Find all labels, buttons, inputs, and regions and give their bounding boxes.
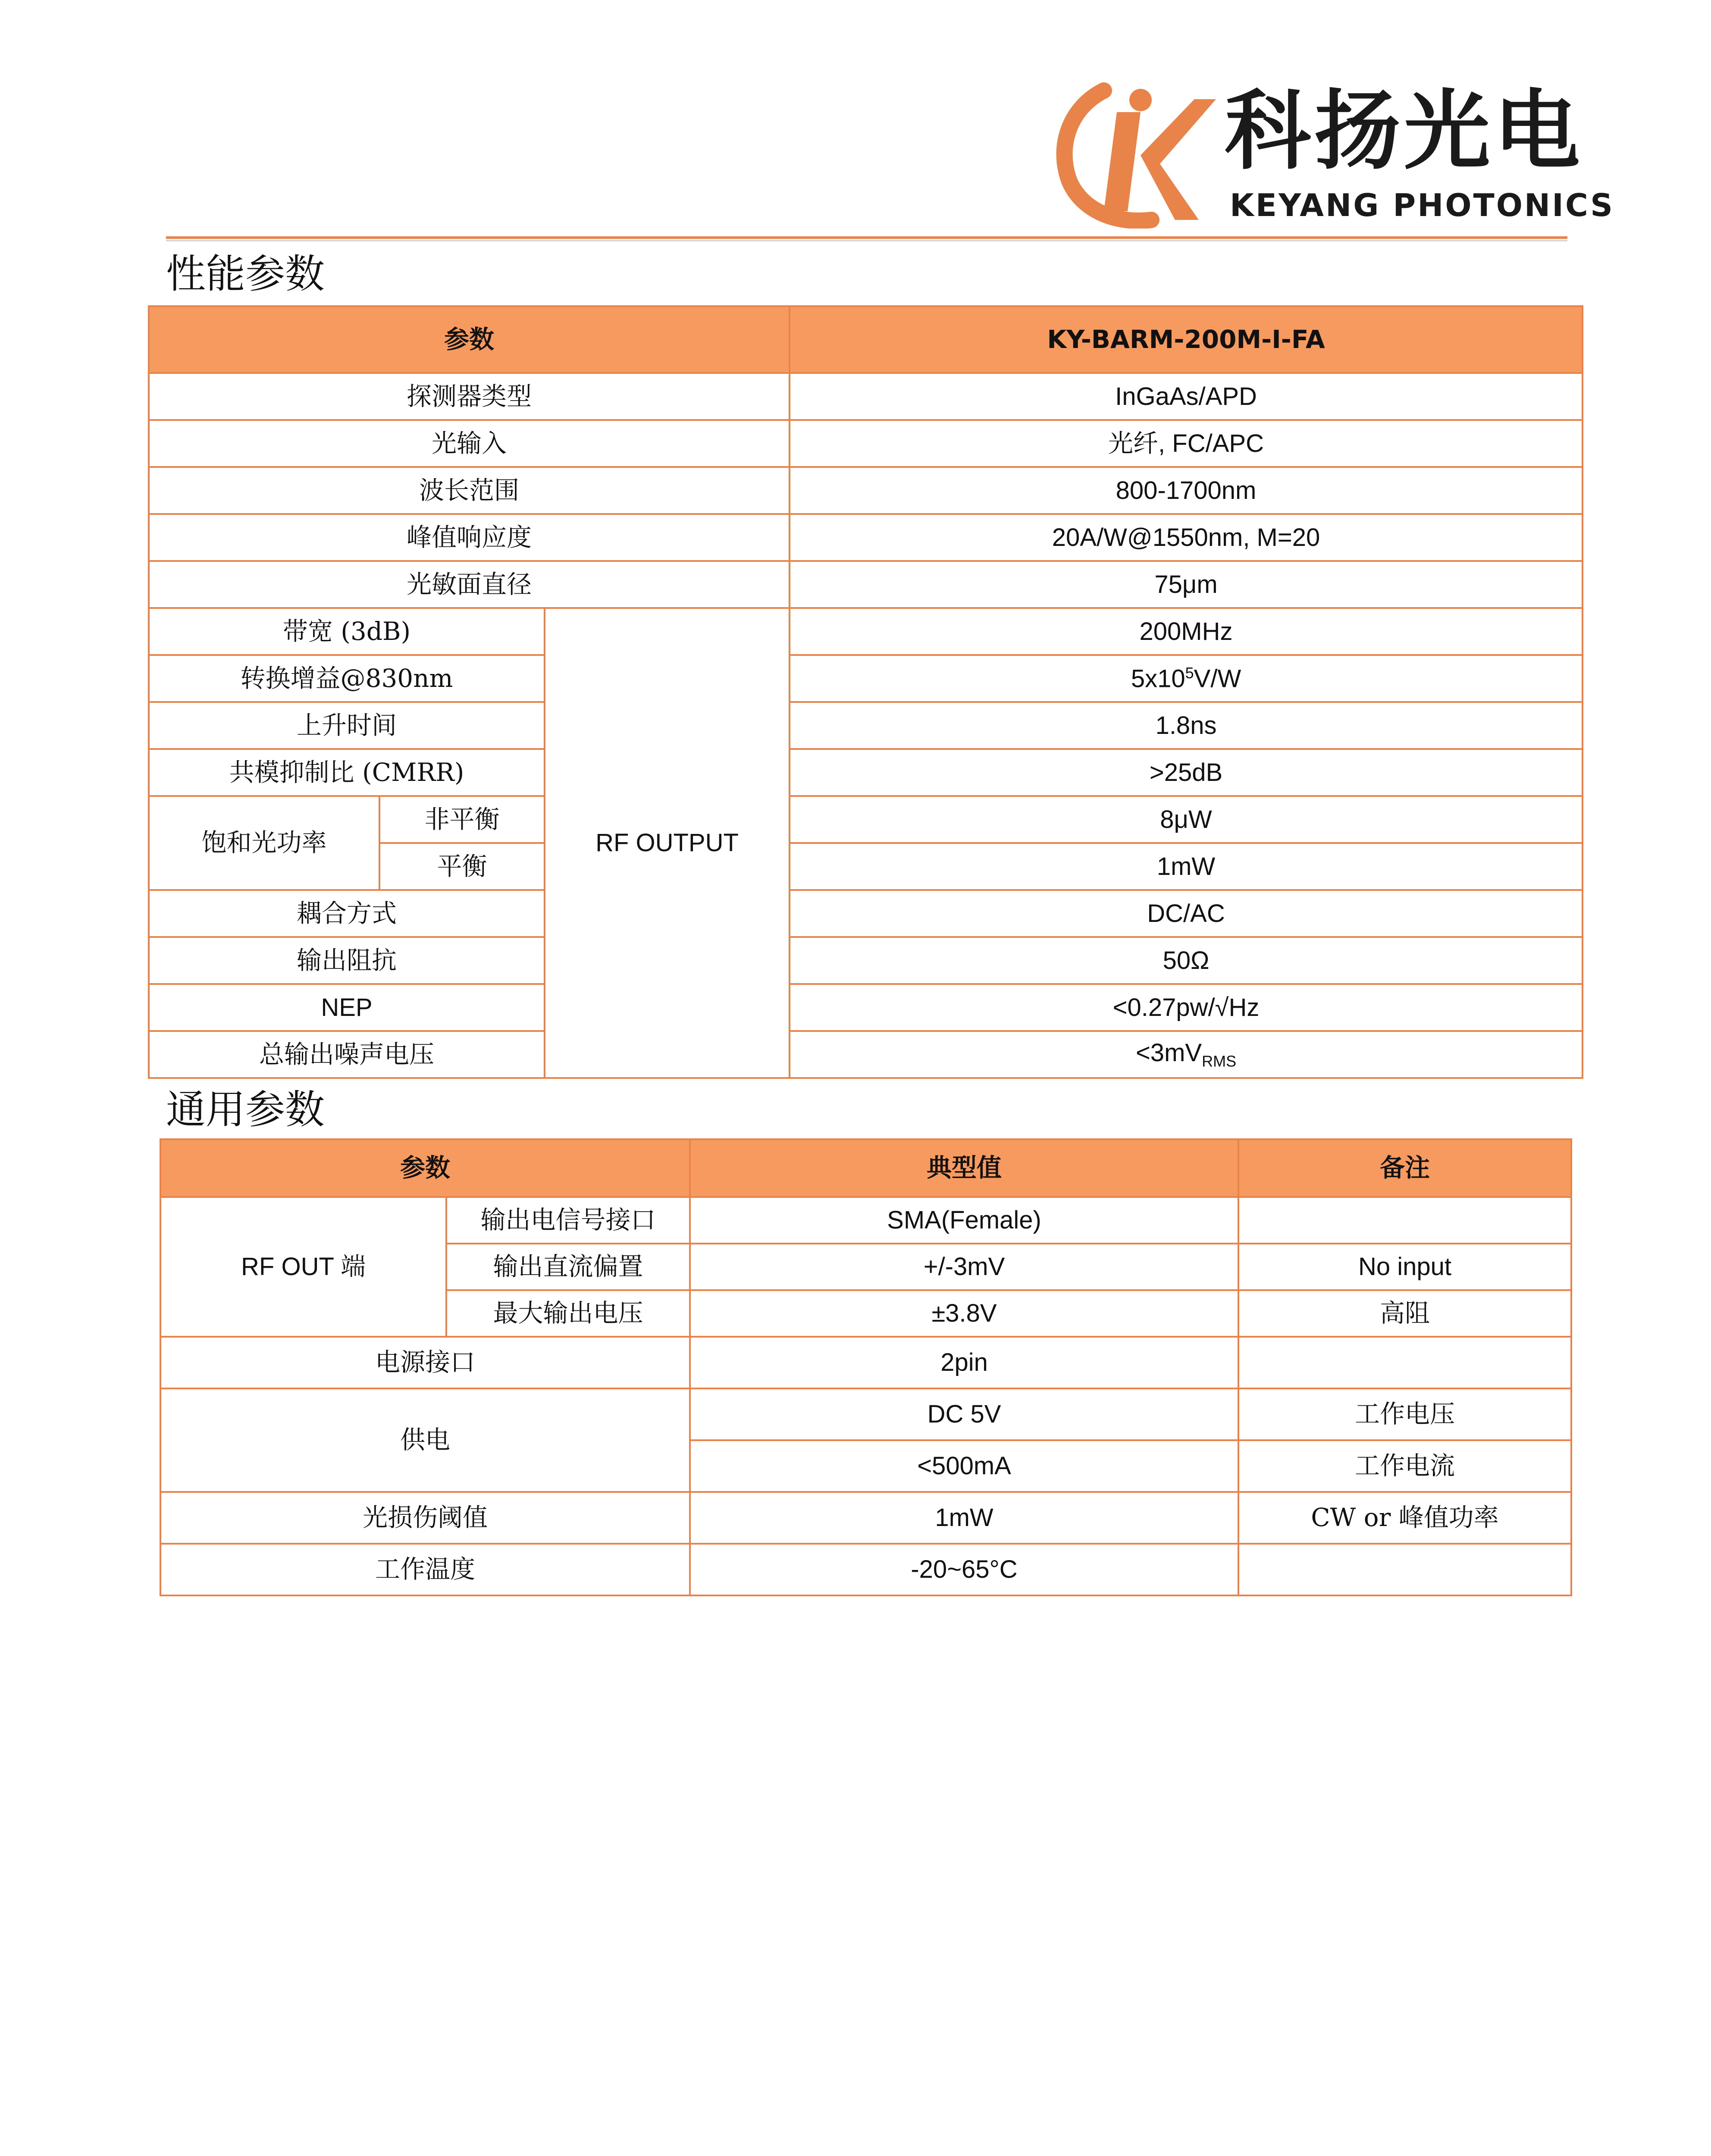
general-label: 供电 [160, 1388, 690, 1492]
perf-value: 1.8ns [790, 702, 1583, 749]
perf-head-param: 参数 [149, 306, 790, 373]
noise-subscript: RMS [1202, 1052, 1237, 1070]
general-value: 2pin [690, 1337, 1238, 1388]
perf-value: DC/AC [790, 890, 1583, 937]
table-row [149, 702, 1583, 749]
perf-label: 总输出噪声电压 [149, 1031, 545, 1078]
general-value: ±3.8V [690, 1290, 1238, 1337]
general-label: 电源接口 [160, 1337, 690, 1388]
general-head-param: 参数 [160, 1139, 690, 1197]
perf-label: 输出阻抗 [149, 937, 545, 984]
table-row [149, 561, 1583, 608]
general-label: 输出电信号接口 [446, 1197, 690, 1244]
perf-label: 探测器类型 [149, 373, 790, 420]
general-note [1238, 1197, 1571, 1244]
perf-value-gain [790, 655, 1583, 702]
general-note: 工作电压 [1238, 1388, 1571, 1440]
perf-label: 带宽 (3dB) [149, 608, 545, 655]
perf-value: >25dB [790, 749, 1583, 796]
table-row [149, 467, 1583, 514]
keyang-logo-icon [1052, 82, 1216, 229]
logo-name-en: KEYANG PHOTONICS [1230, 187, 1614, 223]
perf-label: 峰值响应度 [149, 514, 790, 561]
header-divider [166, 236, 1567, 239]
table-row [160, 1197, 1571, 1244]
perf-label: 波长范围 [149, 467, 790, 514]
perf-value-noise [790, 1031, 1583, 1078]
perf-label: 光敏面直径 [149, 561, 790, 608]
table-row [149, 420, 1583, 467]
table-row [149, 937, 1583, 984]
general-table [160, 1138, 1572, 1596]
perf-table-header [149, 306, 1583, 373]
general-value: <500mA [690, 1440, 1238, 1492]
gain-unit: V/W [1194, 664, 1241, 693]
noise-base: <3mV [1135, 1038, 1202, 1067]
general-value: -20~65°C [690, 1544, 1238, 1595]
perf-sublabel: 非平衡 [379, 796, 545, 843]
general-head-note: 备注 [1238, 1139, 1571, 1197]
rf-out-group-label: RF OUT 端 [160, 1197, 446, 1337]
general-table-header [160, 1139, 1571, 1197]
general-value: DC 5V [690, 1388, 1238, 1440]
perf-label: 饱和光功率 [149, 796, 379, 890]
perf-label: 耦合方式 [149, 890, 545, 937]
table-row [149, 514, 1583, 561]
rf-output-group-label: RF OUTPUT [545, 608, 790, 1078]
general-note: 高阻 [1238, 1290, 1571, 1337]
perf-value: 200MHz [790, 608, 1583, 655]
perf-value: 75μm [790, 561, 1583, 608]
logo-name-cn: 科扬光电 [1225, 81, 1584, 182]
perf-value: 20A/W@1550nm, M=20 [790, 514, 1583, 561]
table-row [149, 796, 1583, 843]
table-row [149, 984, 1583, 1031]
general-label: 输出直流偏置 [446, 1244, 690, 1290]
perf-label: 共模抑制比 (CMRR) [149, 749, 545, 796]
general-label: 工作温度 [160, 1544, 690, 1595]
table-row [149, 749, 1583, 796]
table-row [149, 1031, 1583, 1078]
general-label: 最大输出电压 [446, 1290, 690, 1337]
table-row [149, 890, 1583, 937]
perf-value: 光纤, FC/APC [790, 420, 1583, 467]
perf-section-title: 性能参数 [166, 251, 325, 297]
perf-value: 1mW [790, 843, 1583, 890]
general-label: 光损伤阈值 [160, 1492, 690, 1544]
table-row [149, 655, 1583, 702]
table-row [160, 1544, 1571, 1595]
perf-value: <0.27pw/√Hz [790, 984, 1583, 1031]
general-head-typical: 典型值 [690, 1139, 1238, 1197]
table-row [160, 1492, 1571, 1544]
general-note: No input [1238, 1244, 1571, 1290]
general-note: 工作电流 [1238, 1440, 1571, 1492]
perf-value: 50Ω [790, 937, 1583, 984]
table-row [160, 1337, 1571, 1388]
general-note [1238, 1337, 1571, 1388]
general-value: 1mW [690, 1492, 1238, 1544]
perf-label: 上升时间 [149, 702, 545, 749]
table-row [149, 608, 1583, 655]
perf-label: NEP [149, 984, 545, 1031]
general-note: CW or 峰值功率 [1238, 1492, 1571, 1544]
general-value: +/-3mV [690, 1244, 1238, 1290]
perf-table [148, 305, 1583, 1079]
perf-sublabel: 平衡 [379, 843, 545, 890]
general-section-title: 通用参数 [166, 1087, 325, 1133]
header-divider-shadow [166, 240, 1567, 241]
perf-head-model: KY-BARM-200M-I-FA [790, 306, 1583, 373]
perf-value: 800-1700nm [790, 467, 1583, 514]
general-value: SMA(Female) [690, 1197, 1238, 1244]
perf-value: 8μW [790, 796, 1583, 843]
perf-label: 光输入 [149, 420, 790, 467]
gain-base: 5x10 [1131, 664, 1185, 693]
gain-exponent: 5 [1185, 664, 1194, 682]
perf-value: InGaAs/APD [790, 373, 1583, 420]
table-row [149, 373, 1583, 420]
table-row [160, 1388, 1571, 1440]
perf-label: 转换增益@830nm [149, 655, 545, 702]
general-note [1238, 1544, 1571, 1595]
